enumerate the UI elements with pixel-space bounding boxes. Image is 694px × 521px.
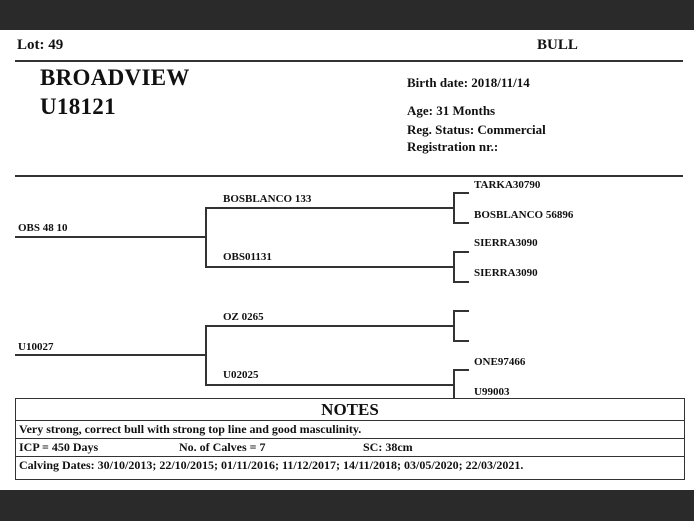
- sire-name: OBS 48 10: [18, 222, 68, 234]
- dd-sire-line: [453, 369, 469, 371]
- dam-name: U10027: [18, 341, 54, 353]
- registration-row: [407, 139, 498, 155]
- dam-sire-name: OZ 0265: [223, 311, 264, 323]
- notes-title: NOTES: [321, 400, 379, 419]
- age-label: Age:: [407, 103, 433, 118]
- birth-date-row: [407, 75, 530, 91]
- dd-dam-name: U99003: [474, 386, 510, 398]
- notes-title-row: [16, 399, 684, 421]
- ds-connector: [453, 310, 455, 340]
- header-rule: [15, 60, 683, 62]
- lot-number: 49: [48, 37, 64, 53]
- dam-line: [15, 354, 205, 356]
- ss-dam-line: [453, 222, 469, 224]
- ds-dam-line: [453, 340, 469, 342]
- registration-label: Registration nr.:: [407, 139, 499, 154]
- dam-connector: [205, 325, 207, 384]
- catalogue-sheet: [0, 30, 694, 490]
- sd-connector: [453, 251, 455, 281]
- animal-id: U18121: [40, 94, 116, 119]
- animal-name: BROADVIEW: [40, 65, 190, 90]
- calving-dates: Calving Dates: 30/10/2013; 22/10/2015; 01/11/2016; 11/12/2017; 14/11/2018; 03/05/2020; 22/03/2021.: [19, 458, 524, 472]
- dam-sire-line: [205, 325, 453, 327]
- notes-comment-row: [16, 421, 684, 439]
- sire-dam-line: [205, 266, 453, 268]
- sd-dam-name: SIERRA3090: [474, 267, 538, 279]
- sire-sire-line: [205, 207, 453, 209]
- ds-sire-line: [453, 310, 469, 312]
- icp-value: ICP = 450 Days: [19, 440, 99, 454]
- sc-value: SC: 38cm: [363, 440, 413, 454]
- lot-label: Lot:: [17, 37, 45, 53]
- reg-status-value: Commercial: [477, 122, 546, 137]
- ss-sire-line: [453, 192, 469, 194]
- age-value: 31 Months: [436, 103, 496, 118]
- reg-status-label: Reg. Status:: [407, 122, 475, 137]
- reg-status-row: [407, 122, 546, 138]
- notes-stats-row: [16, 439, 684, 457]
- sire-sire-name: BOSBLANCO 133: [223, 193, 312, 205]
- birth-date-label: Birth date:: [407, 75, 469, 90]
- dd-connector: [453, 369, 455, 399]
- ss-dam-name: BOSBLANCO 56896: [474, 209, 574, 221]
- dam-dam-name: U02025: [223, 369, 259, 381]
- sd-dam-line: [453, 281, 469, 283]
- birth-date-value: 2018/11/14: [471, 75, 530, 90]
- sd-sire-line: [453, 251, 469, 253]
- age-row: [407, 103, 495, 119]
- sire-dam-name: OBS01131: [223, 251, 272, 263]
- dam-dam-line: [205, 384, 453, 386]
- calves-count: No. of Calves = 7: [179, 440, 266, 454]
- sd-sire-name: SIERRA3090: [474, 237, 538, 249]
- dd-sire-name: ONE97466: [474, 356, 526, 368]
- sex-label: BULL: [537, 37, 578, 53]
- notes-comment: Very strong, correct bull with strong top line and good masculinity.: [19, 422, 362, 436]
- notes-box: [15, 398, 685, 480]
- sire-connector: [205, 207, 207, 266]
- ss-connector: [453, 192, 455, 222]
- pedigree-top-rule: [15, 175, 683, 177]
- lot-block: [17, 37, 63, 54]
- ss-sire-name: TARKA30790: [474, 179, 541, 191]
- sire-line: [15, 236, 205, 238]
